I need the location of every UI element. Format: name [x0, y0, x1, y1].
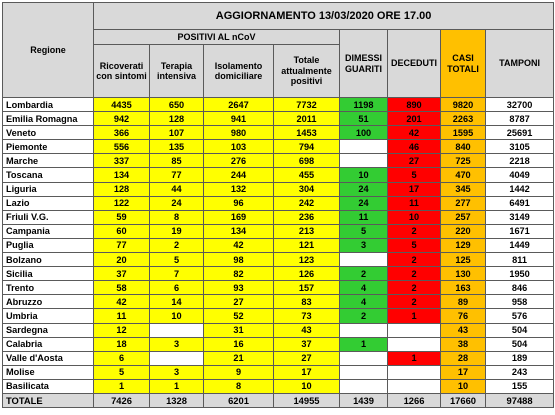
cell-isolamento: 52 [204, 309, 274, 323]
cell-regione: Liguria [3, 182, 94, 196]
cell-ricoverati: 77 [94, 238, 150, 252]
cell-deceduti: 1 [388, 309, 441, 323]
cell-deceduti: 17 [388, 182, 441, 196]
table-row [3, 224, 554, 238]
table-row [3, 351, 554, 365]
cell-totale-positivi: 304 [274, 182, 340, 196]
cell-deceduti: 5 [388, 168, 441, 182]
cell-totale-positivi: 242 [274, 196, 340, 210]
cell-isolamento: 8 [204, 379, 274, 393]
header-terapia: Terapia intensiva [150, 45, 204, 98]
cell-terapia: 5 [150, 253, 204, 267]
cell-terapia: 7 [150, 267, 204, 281]
cell-ricoverati: 20 [94, 253, 150, 267]
header-totale-positivi: Totale attualmente positivi [274, 45, 340, 98]
table-row [3, 379, 554, 393]
cell-isolamento: 21 [204, 351, 274, 365]
cell-deceduti: 1 [388, 351, 441, 365]
cell-terapia: 19 [150, 224, 204, 238]
cell-dimessi: 100 [340, 126, 388, 140]
cell-isolamento: 16 [204, 337, 274, 351]
cell-regione: Basilicata [3, 379, 94, 393]
cell-deceduti [388, 337, 441, 351]
cell-totale-positivi: 157 [274, 281, 340, 295]
cell-tamponi: 1671 [486, 224, 554, 238]
cell-isolamento: 132 [204, 182, 274, 196]
cell-terapia: 8 [150, 210, 204, 224]
cell-deceduti: 10 [388, 210, 441, 224]
cell-isolamento: 96 [204, 196, 274, 210]
cell-totale-positivi: 126 [274, 267, 340, 281]
cell-casi: 277 [441, 196, 486, 210]
cell-totale-positivi: 121 [274, 238, 340, 252]
cell-isolamento: 82 [204, 267, 274, 281]
cell-terapia: 128 [150, 112, 204, 126]
cell-ricoverati: 1 [94, 379, 150, 393]
cell-ricoverati: 12 [94, 323, 150, 337]
table-row [3, 154, 554, 168]
cell-deceduti: 2 [388, 253, 441, 267]
cell-casi: 1595 [441, 126, 486, 140]
cell-regione: Puglia [3, 238, 94, 252]
table-row [3, 253, 554, 267]
cell-ricoverati: 60 [94, 224, 150, 238]
cell-isolamento: 169 [204, 210, 274, 224]
cell-ricoverati: 556 [94, 140, 150, 154]
cell-isolamento: 244 [204, 168, 274, 182]
cell-tamponi: 846 [486, 281, 554, 295]
cell-regione: Calabria [3, 337, 94, 351]
table-row [3, 210, 554, 224]
cell-dimessi: 4 [340, 295, 388, 309]
cell-ricoverati: 337 [94, 154, 150, 168]
cell-ricoverati: 58 [94, 281, 150, 295]
cell-casi: 129 [441, 238, 486, 252]
cell-terapia: 135 [150, 140, 204, 154]
cell-tamponi: 1950 [486, 267, 554, 281]
cell-dimessi: 4 [340, 281, 388, 295]
cell-totale-positivi: 123 [274, 253, 340, 267]
cell-casi: 9820 [441, 98, 486, 112]
cell-totale-positivi: 27 [274, 351, 340, 365]
cell-deceduti: 2 [388, 281, 441, 295]
cell-tamponi: 6491 [486, 196, 554, 210]
cell-regione: Sicilia [3, 267, 94, 281]
cell-regione: Marche [3, 154, 94, 168]
table-row [3, 168, 554, 182]
cell-ricoverati: 6 [94, 351, 150, 365]
cell-deceduti: 11 [388, 196, 441, 210]
cell-casi: 76 [441, 309, 486, 323]
cell-totale-positivi: 455 [274, 168, 340, 182]
cell-tamponi: 1442 [486, 182, 554, 196]
header-tamponi: TAMPONI [486, 30, 554, 98]
cell-regione: Abruzzo [3, 295, 94, 309]
cell-casi: 28 [441, 351, 486, 365]
cell-regione: Lazio [3, 196, 94, 210]
cell-terapia: 3 [150, 365, 204, 379]
cell-deceduti: 27 [388, 154, 441, 168]
header-isolamento: Isolamento domiciliare [204, 45, 274, 98]
cell-tamponi: 243 [486, 365, 554, 379]
cell-ricoverati: 942 [94, 112, 150, 126]
cell-terapia: 3 [150, 337, 204, 351]
cell-regione: Molise [3, 365, 94, 379]
cell-tamponi: 576 [486, 309, 554, 323]
cell-isolamento: 93 [204, 281, 274, 295]
cell-ricoverati: 122 [94, 196, 150, 210]
cell-deceduti: 2 [388, 295, 441, 309]
cell-dimessi: 2 [340, 309, 388, 323]
cell-totale-positivi: 10 [274, 379, 340, 393]
cell-ricoverati: 366 [94, 126, 150, 140]
table-row [3, 98, 554, 112]
header-regione: Regione [3, 3, 94, 98]
cell-terapia: 24 [150, 196, 204, 210]
cell-regione: Umbria [3, 309, 94, 323]
header-positivi-group: POSITIVI AL nCoV [94, 30, 340, 45]
table-row [3, 140, 554, 154]
cell-terapia: 650 [150, 98, 204, 112]
cell-deceduti: 2 [388, 224, 441, 238]
cell-regione: Veneto [3, 126, 94, 140]
cell-terapia: 1 [150, 379, 204, 393]
cell-dimessi [340, 140, 388, 154]
cell-deceduti [388, 379, 441, 393]
cell-totale-positivi: 794 [274, 140, 340, 154]
cell-dimessi: 2 [340, 267, 388, 281]
cell-casi: 470 [441, 168, 486, 182]
table-row [3, 238, 554, 252]
cell-casi: 17 [441, 365, 486, 379]
cell-tamponi: 25691 [486, 126, 554, 140]
cell-tamponi: 4049 [486, 168, 554, 182]
cell-totale-positivi: 83 [274, 295, 340, 309]
cell-totale-positivi: 73 [274, 309, 340, 323]
cell-ricoverati: 4435 [94, 98, 150, 112]
cell-deceduti: 5 [388, 238, 441, 252]
table-row [3, 182, 554, 196]
cell-tamponi: 32700 [486, 98, 554, 112]
cell-tamponi: 2218 [486, 154, 554, 168]
cell-deceduti: 890 [388, 98, 441, 112]
cell-dimessi [340, 323, 388, 337]
cell-terapia: 77 [150, 168, 204, 182]
cell-tamponi: 958 [486, 295, 554, 309]
cell-tamponi: 155 [486, 379, 554, 393]
cell-casi: 43 [441, 323, 486, 337]
cell-isolamento: 276 [204, 154, 274, 168]
cell-terapia: 2 [150, 238, 204, 252]
cell-dimessi [340, 154, 388, 168]
cell-totale-positivi: 17 [274, 365, 340, 379]
cell-tamponi: 8787 [486, 112, 554, 126]
cell-isolamento: 103 [204, 140, 274, 154]
cell-dimessi [340, 253, 388, 267]
cell-dimessi: 24 [340, 182, 388, 196]
table-row [3, 295, 554, 309]
table-row [3, 126, 554, 140]
cell-casi: 125 [441, 253, 486, 267]
cell-ricoverati: 134 [94, 168, 150, 182]
cell-dimessi: 5 [340, 224, 388, 238]
cell-dimessi: 10 [340, 168, 388, 182]
cell-casi: 38 [441, 337, 486, 351]
cell-isolamento: 27 [204, 295, 274, 309]
total-dimessi: 1439 [340, 393, 388, 407]
table-row [3, 196, 554, 210]
cell-regione: Piemonte [3, 140, 94, 154]
cell-tamponi: 3105 [486, 140, 554, 154]
total-ricoverati: 7426 [94, 393, 150, 407]
cell-regione: Bolzano [3, 253, 94, 267]
cell-isolamento: 941 [204, 112, 274, 126]
cell-deceduti: 46 [388, 140, 441, 154]
cell-dimessi: 3 [340, 238, 388, 252]
header-dimessi: DIMESSI GUARITI [340, 30, 388, 98]
header-casi-totali: CASI TOTALI [441, 30, 486, 98]
cell-terapia: 107 [150, 126, 204, 140]
cell-regione: Friuli V.G. [3, 210, 94, 224]
cell-casi: 89 [441, 295, 486, 309]
cell-regione: Emilia Romagna [3, 112, 94, 126]
cell-regione: Trento [3, 281, 94, 295]
cell-tamponi: 504 [486, 337, 554, 351]
cell-isolamento: 134 [204, 224, 274, 238]
cell-casi: 725 [441, 154, 486, 168]
cell-ricoverati: 5 [94, 365, 150, 379]
cell-dimessi: 51 [340, 112, 388, 126]
cell-dimessi [340, 365, 388, 379]
cell-totale-positivi: 698 [274, 154, 340, 168]
cell-totale-positivi: 2011 [274, 112, 340, 126]
cell-terapia: 10 [150, 309, 204, 323]
cell-tamponi: 1449 [486, 238, 554, 252]
cell-ricoverati: 128 [94, 182, 150, 196]
cell-terapia: 44 [150, 182, 204, 196]
total-totale-positivi: 14955 [274, 393, 340, 407]
table-row [3, 112, 554, 126]
cell-deceduti: 42 [388, 126, 441, 140]
cell-dimessi: 11 [340, 210, 388, 224]
cell-deceduti [388, 323, 441, 337]
cell-casi: 220 [441, 224, 486, 238]
cell-casi: 840 [441, 140, 486, 154]
cell-terapia: 14 [150, 295, 204, 309]
cell-dimessi: 1198 [340, 98, 388, 112]
table-body [3, 98, 554, 394]
cell-ricoverati: 42 [94, 295, 150, 309]
total-casi: 17660 [441, 393, 486, 407]
table-row [3, 337, 554, 351]
cell-dimessi [340, 379, 388, 393]
cell-terapia: 85 [150, 154, 204, 168]
cell-terapia: 6 [150, 281, 204, 295]
cell-deceduti [388, 365, 441, 379]
cell-isolamento: 9 [204, 365, 274, 379]
cell-regione: Sardegna [3, 323, 94, 337]
cell-terapia [150, 323, 204, 337]
report-title: AGGIORNAMENTO 13/03/2020 ORE 17.00 [94, 3, 554, 30]
cell-tamponi: 189 [486, 351, 554, 365]
cell-ricoverati: 18 [94, 337, 150, 351]
cell-casi: 130 [441, 267, 486, 281]
table-row [3, 365, 554, 379]
cell-terapia [150, 351, 204, 365]
totals-label: TOTALE [3, 393, 94, 407]
cell-totale-positivi: 43 [274, 323, 340, 337]
cell-deceduti: 201 [388, 112, 441, 126]
table-row [3, 309, 554, 323]
table-row [3, 267, 554, 281]
cell-isolamento: 980 [204, 126, 274, 140]
cell-regione: Valle d'Aosta [3, 351, 94, 365]
cell-deceduti: 2 [388, 267, 441, 281]
cell-dimessi: 24 [340, 196, 388, 210]
total-tamponi: 97488 [486, 393, 554, 407]
cell-ricoverati: 59 [94, 210, 150, 224]
cell-totale-positivi: 1453 [274, 126, 340, 140]
cell-totale-positivi: 37 [274, 337, 340, 351]
cell-ricoverati: 37 [94, 267, 150, 281]
cell-isolamento: 2647 [204, 98, 274, 112]
total-isolamento: 6201 [204, 393, 274, 407]
table-row [3, 281, 554, 295]
total-deceduti: 1266 [388, 393, 441, 407]
table-row [3, 323, 554, 337]
totals-row [3, 393, 554, 407]
cell-casi: 257 [441, 210, 486, 224]
cell-regione: Toscana [3, 168, 94, 182]
cell-tamponi: 811 [486, 253, 554, 267]
cell-casi: 2263 [441, 112, 486, 126]
cell-regione: Campania [3, 224, 94, 238]
covid-report [2, 2, 553, 408]
cell-dimessi: 1 [340, 337, 388, 351]
cell-totale-positivi: 213 [274, 224, 340, 238]
cell-isolamento: 98 [204, 253, 274, 267]
cell-isolamento: 42 [204, 238, 274, 252]
header-deceduti: DECEDUTI [388, 30, 441, 98]
cell-isolamento: 31 [204, 323, 274, 337]
cell-dimessi [340, 351, 388, 365]
cell-tamponi: 504 [486, 323, 554, 337]
total-terapia: 1328 [150, 393, 204, 407]
cell-totale-positivi: 236 [274, 210, 340, 224]
data-table [2, 2, 554, 408]
header-ricoverati: Ricoverati con sintomi [94, 45, 150, 98]
cell-casi: 345 [441, 182, 486, 196]
cell-ricoverati: 11 [94, 309, 150, 323]
cell-casi: 163 [441, 281, 486, 295]
cell-tamponi: 3149 [486, 210, 554, 224]
cell-regione: Lombardia [3, 98, 94, 112]
cell-totale-positivi: 7732 [274, 98, 340, 112]
cell-casi: 10 [441, 379, 486, 393]
